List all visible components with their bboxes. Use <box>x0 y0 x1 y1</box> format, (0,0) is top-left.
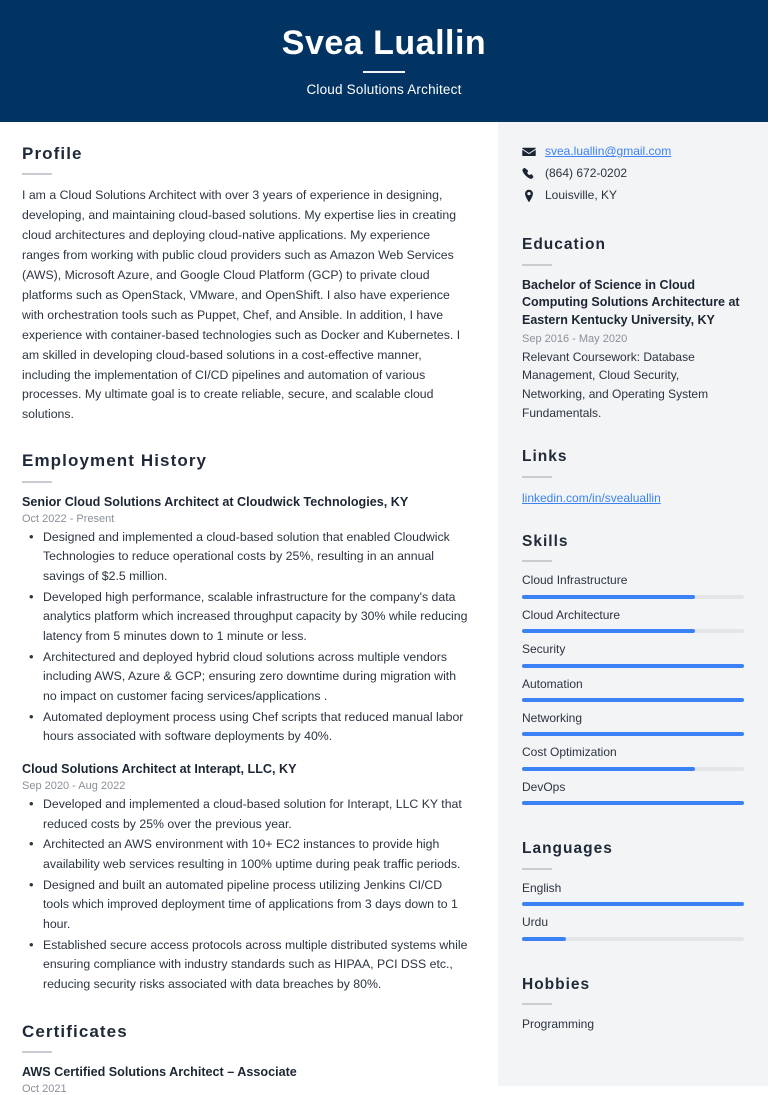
skill-bar-fill <box>522 629 695 633</box>
heading-underline <box>22 1051 52 1053</box>
location-text: Louisville, KY <box>545 188 618 203</box>
contact-row-email[interactable] <box>522 144 744 160</box>
employment-entry <box>22 761 468 995</box>
heading-underline <box>522 264 552 266</box>
skill-label: Automation <box>522 676 583 691</box>
education-date: Sep 2016 - May 2020 <box>522 332 628 345</box>
heading-underline <box>522 560 552 562</box>
skill-item <box>522 608 744 633</box>
certificate-date: Oct 2021 <box>22 1083 67 1095</box>
resume-header <box>0 0 768 122</box>
linkedin-link[interactable]: linkedin.com/in/svealuallin <box>522 490 661 505</box>
sidebar-column <box>498 122 768 1086</box>
certificates-heading: Certificates <box>22 1021 128 1041</box>
job-date: Sep 2020 - Aug 2022 <box>22 780 126 793</box>
skill-bar-track <box>522 732 744 736</box>
language-bar-fill <box>522 902 744 906</box>
skill-item <box>522 642 744 667</box>
skill-label: Cost Optimization <box>522 745 617 760</box>
skill-label: Cloud Infrastructure <box>522 573 628 588</box>
skill-bar-track <box>522 595 744 599</box>
skill-item <box>522 780 744 805</box>
spacer <box>22 996 468 1022</box>
heading-underline <box>522 476 552 478</box>
profile-text: I am a Cloud Solutions Architect with over 3 years of experience in designing, developing, and maintaining cloud-based solutions. My expertise lies in creating cloud architectures and deploying cloud-native applications. My experience ranges from working with public cloud providers such as Amazon Web Services (AWS), Microsoft Azure, and Google Cloud Platform (GCP) to private cloud platforms such as OpenStack, VMware, and OpenShift. I also have experience with orchestration tools such as Puppet, Chef, and Ansible. In addition, I have experience with container-based technologies such as Docker and Kubernetes. I am skilled in developing cloud-based solutions in a cost-effective manner, including the implementation of CI/CD pipelines and automation of various processes. My ultimate goal is to create reliable, secure, and scalable cloud solutions. <box>22 188 461 422</box>
language-bar-track <box>522 937 744 941</box>
candidate-job-title: Cloud Solutions Architect <box>306 82 462 98</box>
language-label: English <box>522 880 562 895</box>
certificate-title: AWS Certified Solutions Architect – Associate <box>22 1065 297 1080</box>
spacer <box>522 507 744 533</box>
header-divider <box>363 71 405 73</box>
hobby-item: Programming <box>522 1017 595 1032</box>
certificate-entry <box>22 1064 468 1095</box>
language-bar-track <box>522 902 744 906</box>
skill-bar-track <box>522 801 744 805</box>
section-employment-history <box>22 451 468 995</box>
skill-label: Networking <box>522 710 583 725</box>
profile-heading: Profile <box>22 144 83 163</box>
employment-entry <box>22 494 468 747</box>
job-bullet-list <box>22 795 468 995</box>
skill-bar-track <box>522 767 744 771</box>
section-profile <box>22 144 468 425</box>
job-bullet: • Automated deployment process using Chef scripts that reduced manual labor hours associated with software deployments by 40%. <box>22 708 468 747</box>
envelope-icon <box>522 145 536 159</box>
skill-bar-track <box>522 629 744 633</box>
job-bullet: • Architected an AWS environment with 10+ EC2 instances to provide high availability web services resulting in 100% uptime during peak traffic periods. <box>22 835 468 874</box>
job-bullet: • Architectured and deployed hybrid cloud solutions across multiple vendors including AWS, Azure & GCP; ensuring zero downtime during migration with no impact on customer facing services/applications . <box>22 648 468 707</box>
hobbies-heading: Hobbies <box>522 975 591 993</box>
phone-icon <box>522 167 536 181</box>
skill-label: Cloud Architecture <box>522 607 621 622</box>
skill-bar-track <box>522 664 744 668</box>
job-bullet: • Established secure access protocols across multiple distributed systems while ensuring compliance with industry standards such as HIPAA, PCI DSS etc., reducing security risks associated with data breaches by 80%. <box>22 936 468 995</box>
resume-body <box>0 122 768 1095</box>
skill-label: DevOps <box>522 779 566 794</box>
skill-bar-fill <box>522 595 695 599</box>
spacer <box>22 425 468 451</box>
education-degree: Bachelor of Science in Cloud Computing Solutions Architecture at Eastern Kentucky University, KY <box>522 277 740 328</box>
job-date: Oct 2022 - Present <box>22 512 115 525</box>
heading-underline <box>522 1003 552 1005</box>
location-pin-icon <box>522 189 536 203</box>
skill-item <box>522 745 744 770</box>
language-label: Urdu <box>522 915 549 930</box>
spacer <box>522 950 744 976</box>
spacer <box>522 210 744 236</box>
job-title: Senior Cloud Solutions Architect at Cloudwick Technologies, KY <box>22 494 409 509</box>
education-heading: Education <box>522 236 606 253</box>
contact-row-phone <box>522 166 744 182</box>
skill-bar-fill <box>522 698 744 702</box>
job-bullet: • Developed high performance, scalable infrastructure for the company's data analytics platform which increased throughput capacity by 30% while reducing latency from 5 minutes down to 1 minute or less. <box>22 588 468 647</box>
skill-item <box>522 573 744 598</box>
job-bullet-list <box>22 528 468 747</box>
skill-bar-fill <box>522 767 695 771</box>
language-bar-fill <box>522 937 566 941</box>
section-skills <box>522 533 744 805</box>
skills-heading: Skills <box>522 532 569 550</box>
languages-heading: Languages <box>522 840 613 858</box>
spacer <box>22 748 468 759</box>
contact-row-location <box>522 188 744 204</box>
language-item <box>522 915 744 940</box>
heading-underline <box>22 481 52 483</box>
skill-item <box>522 677 744 702</box>
job-title: Cloud Solutions Architect at Interapt, LLC, KY <box>22 762 297 777</box>
skill-label: Security <box>522 642 566 657</box>
skill-bar-fill <box>522 664 744 668</box>
heading-underline <box>22 173 52 175</box>
job-bullet: • Designed and implemented a cloud-based solution that enabled Cloudwick Technologies to reduce operational costs by 25%, resulting in an annual savings of $2.5 million. <box>22 528 468 587</box>
section-links <box>522 448 744 507</box>
job-bullet: • Developed and implemented a cloud-based solution for Interapt, LLC KY that reduced costs by 25% over the previous year. <box>22 795 468 834</box>
spacer <box>522 814 744 840</box>
employment-heading: Employment History <box>22 451 208 471</box>
skill-item <box>522 711 744 736</box>
candidate-name: Svea Luallin <box>281 23 487 62</box>
section-certificates <box>22 1022 468 1095</box>
job-bullet: • Designed and built an automated pipeline process utilizing Jenkins CI/CD tools which improved deployment time of applications from 3 days down to 1 hour. <box>22 876 468 935</box>
skill-bar-track <box>522 698 744 702</box>
spacer <box>522 422 744 448</box>
section-contact <box>522 144 744 204</box>
section-languages <box>522 840 744 940</box>
skill-bar-fill <box>522 732 744 736</box>
education-description: Relevant Coursework: Database Management, Cloud Security, Networking, and Operating System Fundamentals. <box>522 349 709 420</box>
email-link[interactable]: svea.luallin@gmail.com <box>545 144 672 159</box>
language-item <box>522 881 744 906</box>
heading-underline <box>522 868 552 870</box>
section-hobbies <box>522 976 744 1033</box>
links-heading: Links <box>522 448 568 466</box>
section-education <box>522 236 744 422</box>
main-column <box>0 122 498 1095</box>
phone-text: (864) 672-0202 <box>545 166 628 181</box>
skill-bar-fill <box>522 801 744 805</box>
